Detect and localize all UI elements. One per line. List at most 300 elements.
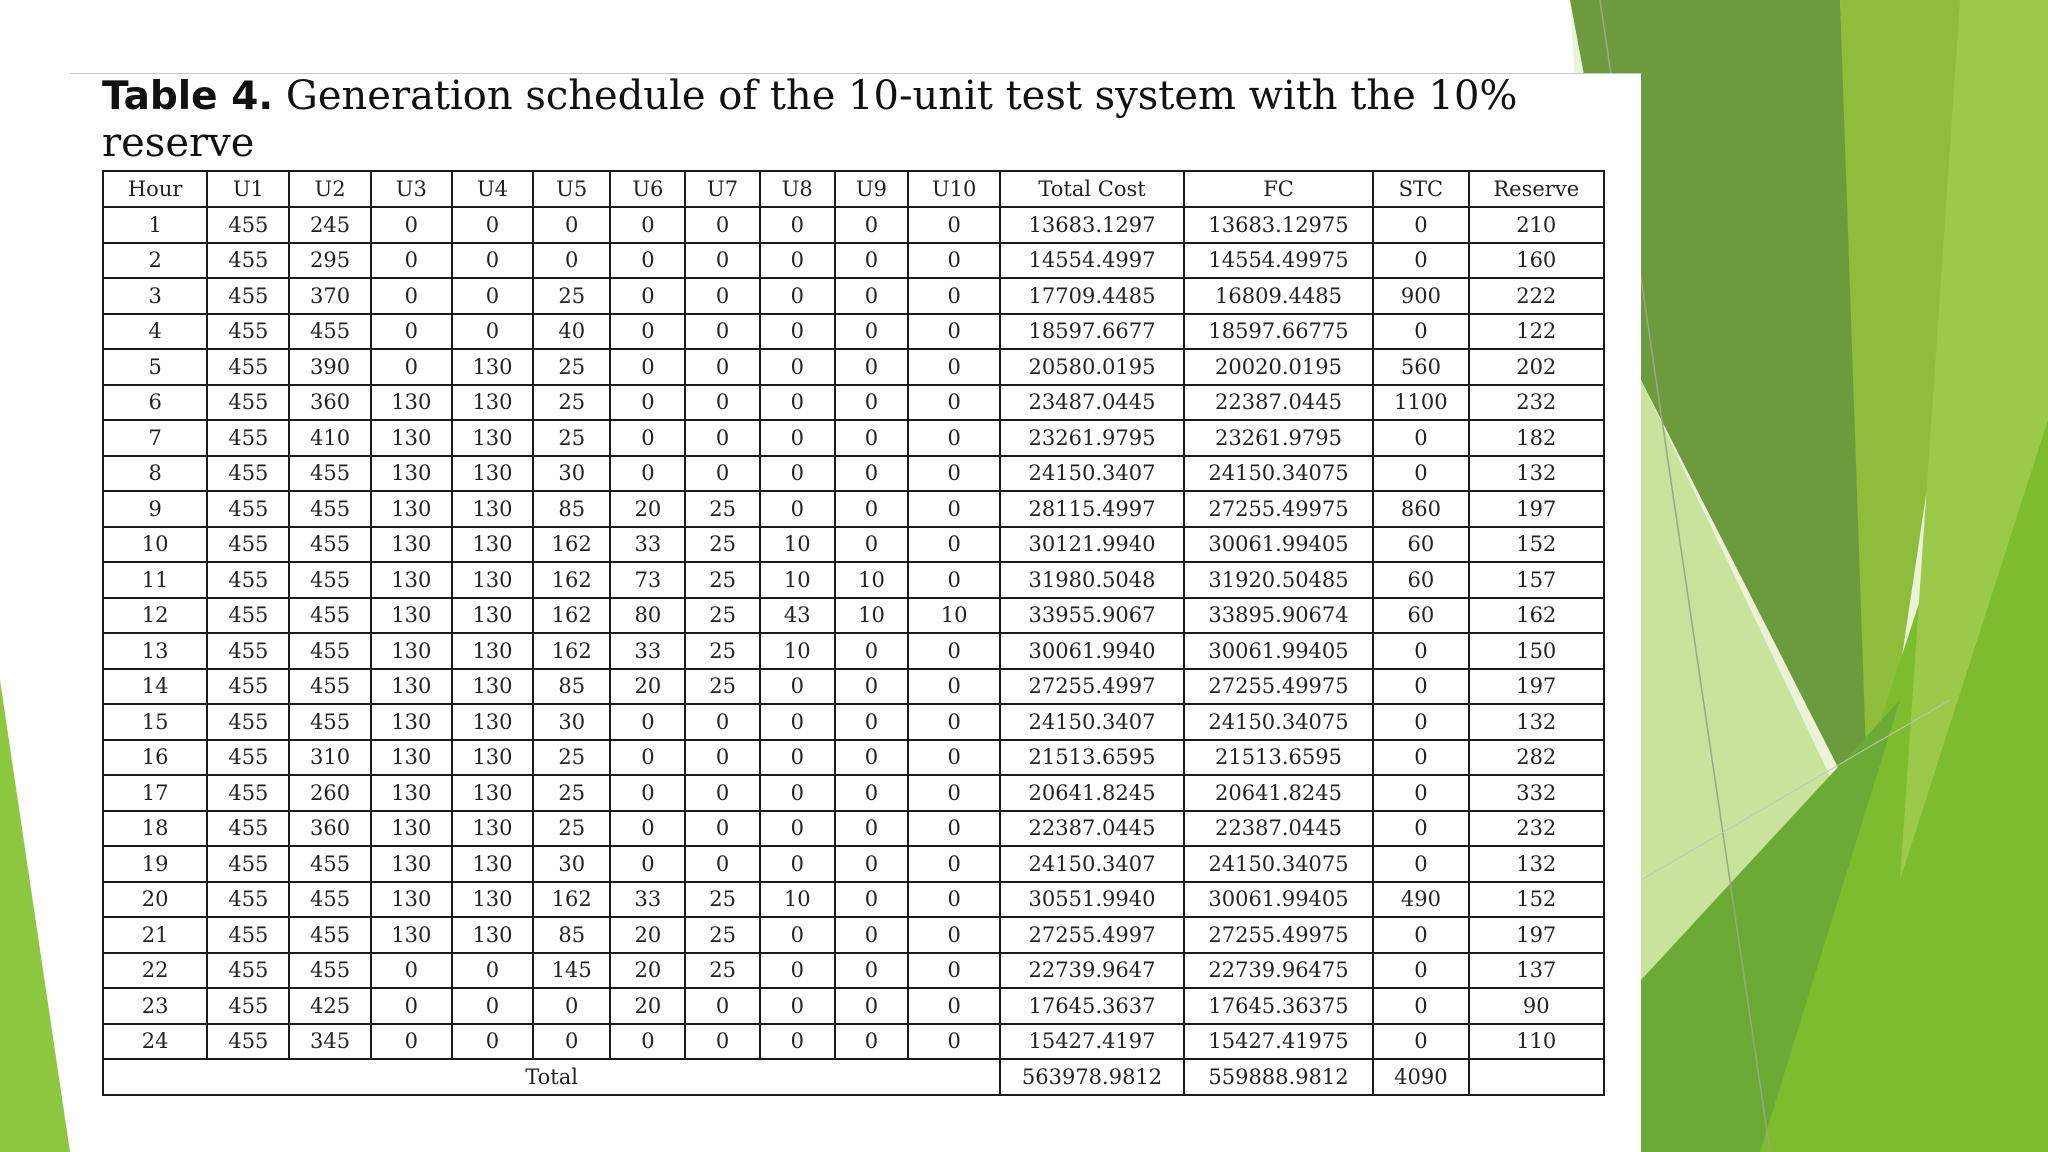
table-cell: 80 (610, 598, 685, 634)
total-fc-cell: 559888.9812 (1184, 1059, 1374, 1095)
table-cell: 27255.4997 (1000, 669, 1183, 705)
table-cell: 490 (1373, 882, 1468, 918)
table-cell: 0 (760, 491, 835, 527)
table-cell: 3 (103, 278, 207, 314)
table-cell: 17645.36375 (1184, 988, 1374, 1024)
table-cell: 0 (908, 988, 1000, 1024)
table-cell: 0 (760, 314, 835, 350)
table-cell: 30 (533, 456, 610, 492)
table-cell: 455 (207, 562, 289, 598)
table-cell: 0 (760, 811, 835, 847)
table-cell: 130 (371, 775, 452, 811)
table-cell: 25 (685, 917, 759, 953)
table-row (103, 704, 1604, 740)
table-cell: 130 (452, 669, 533, 705)
column-header: U10 (908, 171, 1000, 207)
table-cell: 0 (760, 917, 835, 953)
table-cell: 21 (103, 917, 207, 953)
table-cell: 0 (908, 314, 1000, 350)
table-cell: 0 (610, 775, 685, 811)
table-cell: 0 (1373, 420, 1468, 456)
table-cell: 130 (452, 882, 533, 918)
table-cell: 360 (289, 385, 370, 421)
table-cell: 13683.1297 (1000, 207, 1183, 243)
table-cell: 0 (908, 882, 1000, 918)
table-cell: 0 (760, 243, 835, 279)
table-row (103, 456, 1604, 492)
table-cell: 0 (685, 278, 759, 314)
table-cell: 0 (371, 953, 452, 989)
table-cell: 15427.4197 (1000, 1024, 1183, 1060)
column-header: U6 (610, 171, 685, 207)
table-cell: 295 (289, 243, 370, 279)
table-cell: 18597.66775 (1184, 314, 1374, 350)
column-header: Hour (103, 171, 207, 207)
table-cell: 0 (533, 207, 610, 243)
table-cell: 30061.99405 (1184, 633, 1374, 669)
table-cell: 31980.5048 (1000, 562, 1183, 598)
table-cell: 560 (1373, 349, 1468, 385)
table-cell: 33895.90674 (1184, 598, 1374, 634)
table-cell: 232 (1469, 811, 1604, 847)
table-cell: 162 (1469, 598, 1604, 634)
table-row (103, 243, 1604, 279)
table-cell: 152 (1469, 882, 1604, 918)
table-cell: 132 (1469, 704, 1604, 740)
table-cell: 455 (289, 527, 370, 563)
table-cell: 27255.49975 (1184, 491, 1374, 527)
column-header: U1 (207, 171, 289, 207)
table-cell: 5 (103, 349, 207, 385)
table-cell: 455 (289, 669, 370, 705)
table-cell: 130 (452, 846, 533, 882)
table-cell: 17709.4485 (1000, 278, 1183, 314)
table-cell: 0 (908, 349, 1000, 385)
table-cell: 23261.9795 (1184, 420, 1374, 456)
table-cell: 0 (1373, 633, 1468, 669)
table-cell: 0 (835, 882, 908, 918)
table-cell: 455 (207, 917, 289, 953)
table-cell: 455 (207, 704, 289, 740)
table-cell: 25 (533, 740, 610, 776)
table-cell: 0 (610, 811, 685, 847)
table-cell: 0 (908, 1024, 1000, 1060)
table-cell: 24 (103, 1024, 207, 1060)
table-cell: 0 (1373, 243, 1468, 279)
table-cell: 0 (452, 1024, 533, 1060)
table-cell: 33955.9067 (1000, 598, 1183, 634)
table-cell: 455 (207, 740, 289, 776)
table-cell: 0 (610, 1024, 685, 1060)
column-header: U2 (289, 171, 370, 207)
table-cell: 13 (103, 633, 207, 669)
column-header: U7 (685, 171, 759, 207)
table-cell: 455 (289, 846, 370, 882)
table-cell: 16 (103, 740, 207, 776)
table-cell: 0 (908, 846, 1000, 882)
table-cell: 455 (207, 1024, 289, 1060)
table-cell: 232 (1469, 385, 1604, 421)
table-cell: 130 (371, 562, 452, 598)
table-cell: 455 (289, 704, 370, 740)
table-cell: 0 (760, 846, 835, 882)
column-header: U4 (452, 171, 533, 207)
table-cell: 137 (1469, 953, 1604, 989)
table-cell: 0 (760, 1024, 835, 1060)
table-cell: 130 (452, 456, 533, 492)
table-cell: 0 (760, 456, 835, 492)
table-cell: 0 (760, 988, 835, 1024)
table-cell: 23 (103, 988, 207, 1024)
table-cell: 0 (1373, 669, 1468, 705)
table-cell: 31920.50485 (1184, 562, 1374, 598)
table-row (103, 278, 1604, 314)
table-row (103, 562, 1604, 598)
table-cell: 455 (207, 420, 289, 456)
table-cell: 0 (1373, 1024, 1468, 1060)
table-cell: 162 (533, 562, 610, 598)
table-cell: 0 (452, 953, 533, 989)
table-cell: 0 (371, 349, 452, 385)
table-cell: 20 (103, 882, 207, 918)
table-cell: 0 (908, 491, 1000, 527)
table-cell: 0 (908, 669, 1000, 705)
table-cell: 17645.3637 (1000, 988, 1183, 1024)
table-cell: 0 (760, 349, 835, 385)
table-cell: 260 (289, 775, 370, 811)
table-cell: 130 (371, 491, 452, 527)
table-cell: 0 (371, 1024, 452, 1060)
table-cell: 900 (1373, 278, 1468, 314)
table-cell: 197 (1469, 491, 1604, 527)
table-cell: 455 (207, 846, 289, 882)
table-cell: 19 (103, 846, 207, 882)
table-cell: 85 (533, 669, 610, 705)
table-cell: 20 (610, 917, 685, 953)
table-cell: 30121.9940 (1000, 527, 1183, 563)
table-cell: 130 (452, 420, 533, 456)
table-body (103, 207, 1604, 1095)
table-cell: 0 (610, 207, 685, 243)
table-cell: 0 (835, 775, 908, 811)
table-cell: 455 (207, 988, 289, 1024)
table-cell: 0 (685, 740, 759, 776)
table-cell: 0 (835, 207, 908, 243)
table-cell: 0 (371, 278, 452, 314)
table-cell: 130 (452, 811, 533, 847)
table-row (103, 1024, 1604, 1060)
table-row (103, 598, 1604, 634)
table-cell: 8 (103, 456, 207, 492)
table-cell: 130 (371, 527, 452, 563)
table-row (103, 953, 1604, 989)
table-row (103, 669, 1604, 705)
caption-label: Table 4. (102, 74, 274, 119)
table-cell: 455 (207, 633, 289, 669)
table-row (103, 207, 1604, 243)
table-cell: 22387.0445 (1184, 811, 1374, 847)
table-cell: 130 (452, 775, 533, 811)
table-cell: 16809.4485 (1184, 278, 1374, 314)
table-cell: 0 (835, 349, 908, 385)
table-cell: 0 (835, 385, 908, 421)
table-cell: 33 (610, 633, 685, 669)
column-header: U8 (760, 171, 835, 207)
table-cell: 0 (610, 385, 685, 421)
total-cost-cell: 563978.9812 (1000, 1059, 1183, 1095)
table-cell: 130 (371, 846, 452, 882)
table-cell: 202 (1469, 349, 1604, 385)
table-cell: 162 (533, 598, 610, 634)
table-cell: 160 (1469, 243, 1604, 279)
table-cell: 6 (103, 385, 207, 421)
table-cell: 130 (452, 385, 533, 421)
table-cell: 390 (289, 349, 370, 385)
table-cell: 162 (533, 527, 610, 563)
generation-schedule-table (102, 170, 1605, 1096)
table-cell: 10 (760, 633, 835, 669)
table-cell: 130 (371, 882, 452, 918)
table-cell: 455 (207, 669, 289, 705)
table-cell: 30061.99405 (1184, 527, 1374, 563)
table-cell: 0 (1373, 953, 1468, 989)
table-cell: 0 (371, 988, 452, 1024)
table-cell: 455 (207, 953, 289, 989)
table-cell: 25 (685, 669, 759, 705)
table-cell: 0 (1373, 704, 1468, 740)
table-cell: 162 (533, 882, 610, 918)
table-cell: 9 (103, 491, 207, 527)
table-cell: 0 (685, 1024, 759, 1060)
table-cell: 0 (908, 740, 1000, 776)
table-cell: 20641.8245 (1000, 775, 1183, 811)
column-header: U3 (371, 171, 452, 207)
table-cell: 130 (452, 704, 533, 740)
table-cell: 30061.99405 (1184, 882, 1374, 918)
table-cell: 0 (908, 917, 1000, 953)
table-cell: 455 (207, 598, 289, 634)
table-cell: 0 (685, 420, 759, 456)
table-cell: 455 (289, 491, 370, 527)
table-cell: 455 (207, 456, 289, 492)
table-cell: 455 (289, 633, 370, 669)
table-cell: 0 (835, 669, 908, 705)
table-cell: 20020.0195 (1184, 349, 1374, 385)
table-cell: 4 (103, 314, 207, 350)
table-header-row (103, 171, 1604, 207)
table-cell: 0 (760, 953, 835, 989)
table-cell: 60 (1373, 527, 1468, 563)
table-row (103, 775, 1604, 811)
table-cell: 132 (1469, 846, 1604, 882)
table-cell: 30 (533, 704, 610, 740)
table-cell: 150 (1469, 633, 1604, 669)
table-row (103, 988, 1604, 1024)
table-cell: 25 (533, 278, 610, 314)
table-cell: 130 (371, 917, 452, 953)
table-cell: 245 (289, 207, 370, 243)
table-cell: 7 (103, 420, 207, 456)
table-cell: 1100 (1373, 385, 1468, 421)
table-cell: 455 (289, 456, 370, 492)
table-cell: 130 (452, 527, 533, 563)
table-cell: 10 (835, 562, 908, 598)
table-cell: 0 (908, 456, 1000, 492)
table-cell: 14 (103, 669, 207, 705)
table-row (103, 811, 1604, 847)
table-cell: 130 (452, 491, 533, 527)
table-cell: 22739.96475 (1184, 953, 1374, 989)
table-cell: 0 (610, 846, 685, 882)
table-cell: 130 (452, 598, 533, 634)
table-cell: 222 (1469, 278, 1604, 314)
table-cell: 2 (103, 243, 207, 279)
table-cell: 10 (760, 562, 835, 598)
table-row (103, 740, 1604, 776)
table-cell: 24150.34075 (1184, 456, 1374, 492)
table-cell: 22387.0445 (1000, 811, 1183, 847)
table-cell: 130 (452, 917, 533, 953)
column-header: U5 (533, 171, 610, 207)
table-cell: 197 (1469, 917, 1604, 953)
table-cell: 0 (1373, 207, 1468, 243)
table-cell: 10 (835, 598, 908, 634)
table-cell: 0 (760, 278, 835, 314)
table-cell: 23261.9795 (1000, 420, 1183, 456)
table-row (103, 420, 1604, 456)
table-cell: 33 (610, 527, 685, 563)
table-cell: 1 (103, 207, 207, 243)
table-cell: 0 (760, 740, 835, 776)
table-cell: 455 (207, 243, 289, 279)
table-cell: 210 (1469, 207, 1604, 243)
table-cell: 130 (371, 740, 452, 776)
table-cell: 43 (760, 598, 835, 634)
table-cell: 130 (452, 349, 533, 385)
table-cell: 0 (610, 349, 685, 385)
table-cell: 0 (1373, 988, 1468, 1024)
table-cell: 0 (835, 917, 908, 953)
table-cell: 25 (685, 633, 759, 669)
table-cell: 0 (371, 314, 452, 350)
table-cell: 0 (685, 243, 759, 279)
table-cell: 455 (207, 349, 289, 385)
table-row (103, 527, 1604, 563)
table-cell: 455 (207, 527, 289, 563)
table-cell: 455 (289, 882, 370, 918)
table-cell: 0 (685, 314, 759, 350)
caption-text: Generation schedule of the 10-unit test system with the 10% reserve (102, 73, 1518, 166)
table-cell: 60 (1373, 562, 1468, 598)
table-cell: 145 (533, 953, 610, 989)
table-cell: 370 (289, 278, 370, 314)
table-cell: 0 (610, 243, 685, 279)
table-cell: 30061.9940 (1000, 633, 1183, 669)
table-cell: 0 (835, 846, 908, 882)
table-cell: 0 (685, 207, 759, 243)
table-cell: 162 (533, 633, 610, 669)
table-cell: 20 (610, 953, 685, 989)
table-cell: 40 (533, 314, 610, 350)
table-cell: 0 (760, 207, 835, 243)
table-cell: 455 (207, 775, 289, 811)
table-cell: 455 (289, 562, 370, 598)
left-green-accent-shape (0, 680, 70, 1152)
table-cell: 0 (908, 207, 1000, 243)
table-cell: 0 (610, 704, 685, 740)
table-cell: 157 (1469, 562, 1604, 598)
table-cell: 455 (207, 314, 289, 350)
table-cell: 130 (452, 633, 533, 669)
table-cell: 0 (685, 775, 759, 811)
table-cell: 18597.6677 (1000, 314, 1183, 350)
table-cell: 0 (908, 704, 1000, 740)
table-cell: 0 (835, 243, 908, 279)
table-cell: 10 (760, 882, 835, 918)
table-row (103, 917, 1604, 953)
table-cell: 20 (610, 491, 685, 527)
table-cell: 0 (760, 775, 835, 811)
table-cell: 25 (533, 811, 610, 847)
table-cell: 0 (835, 314, 908, 350)
table-cell: 130 (452, 740, 533, 776)
table-cell: 23487.0445 (1000, 385, 1183, 421)
table-cell: 60 (1373, 598, 1468, 634)
table-row (103, 491, 1604, 527)
table-cell: 455 (207, 491, 289, 527)
table-cell: 0 (452, 988, 533, 1024)
table-row (103, 385, 1604, 421)
table-cell: 0 (452, 207, 533, 243)
table-cell: 21513.6595 (1000, 740, 1183, 776)
table-image-panel (70, 73, 1641, 1152)
table-cell: 18 (103, 811, 207, 847)
table-cell: 22739.9647 (1000, 953, 1183, 989)
table-cell: 455 (207, 207, 289, 243)
table-cell: 25 (685, 491, 759, 527)
table-cell: 0 (1373, 775, 1468, 811)
table-cell: 130 (371, 385, 452, 421)
table-cell: 0 (610, 740, 685, 776)
table-cell: 0 (908, 562, 1000, 598)
table-cell: 0 (835, 633, 908, 669)
table-cell: 85 (533, 491, 610, 527)
table-cell: 21513.6595 (1184, 740, 1374, 776)
column-header: Reserve (1469, 171, 1604, 207)
table-cell: 122 (1469, 314, 1604, 350)
table-cell: 455 (289, 917, 370, 953)
table-cell: 0 (835, 704, 908, 740)
table-cell: 25 (685, 882, 759, 918)
table-cell: 182 (1469, 420, 1604, 456)
table-cell: 90 (1469, 988, 1604, 1024)
table-cell: 110 (1469, 1024, 1604, 1060)
table-cell: 25 (533, 775, 610, 811)
table-row (103, 846, 1604, 882)
table-cell: 0 (760, 669, 835, 705)
table-cell: 0 (371, 207, 452, 243)
table-cell: 0 (908, 243, 1000, 279)
table-cell: 0 (685, 456, 759, 492)
table-cell: 0 (835, 527, 908, 563)
table-cell: 0 (1373, 314, 1468, 350)
table-cell: 0 (835, 491, 908, 527)
table-cell: 197 (1469, 669, 1604, 705)
table-cell: 0 (610, 314, 685, 350)
table-cell: 410 (289, 420, 370, 456)
table-cell: 25 (685, 953, 759, 989)
table-cell: 132 (1469, 456, 1604, 492)
